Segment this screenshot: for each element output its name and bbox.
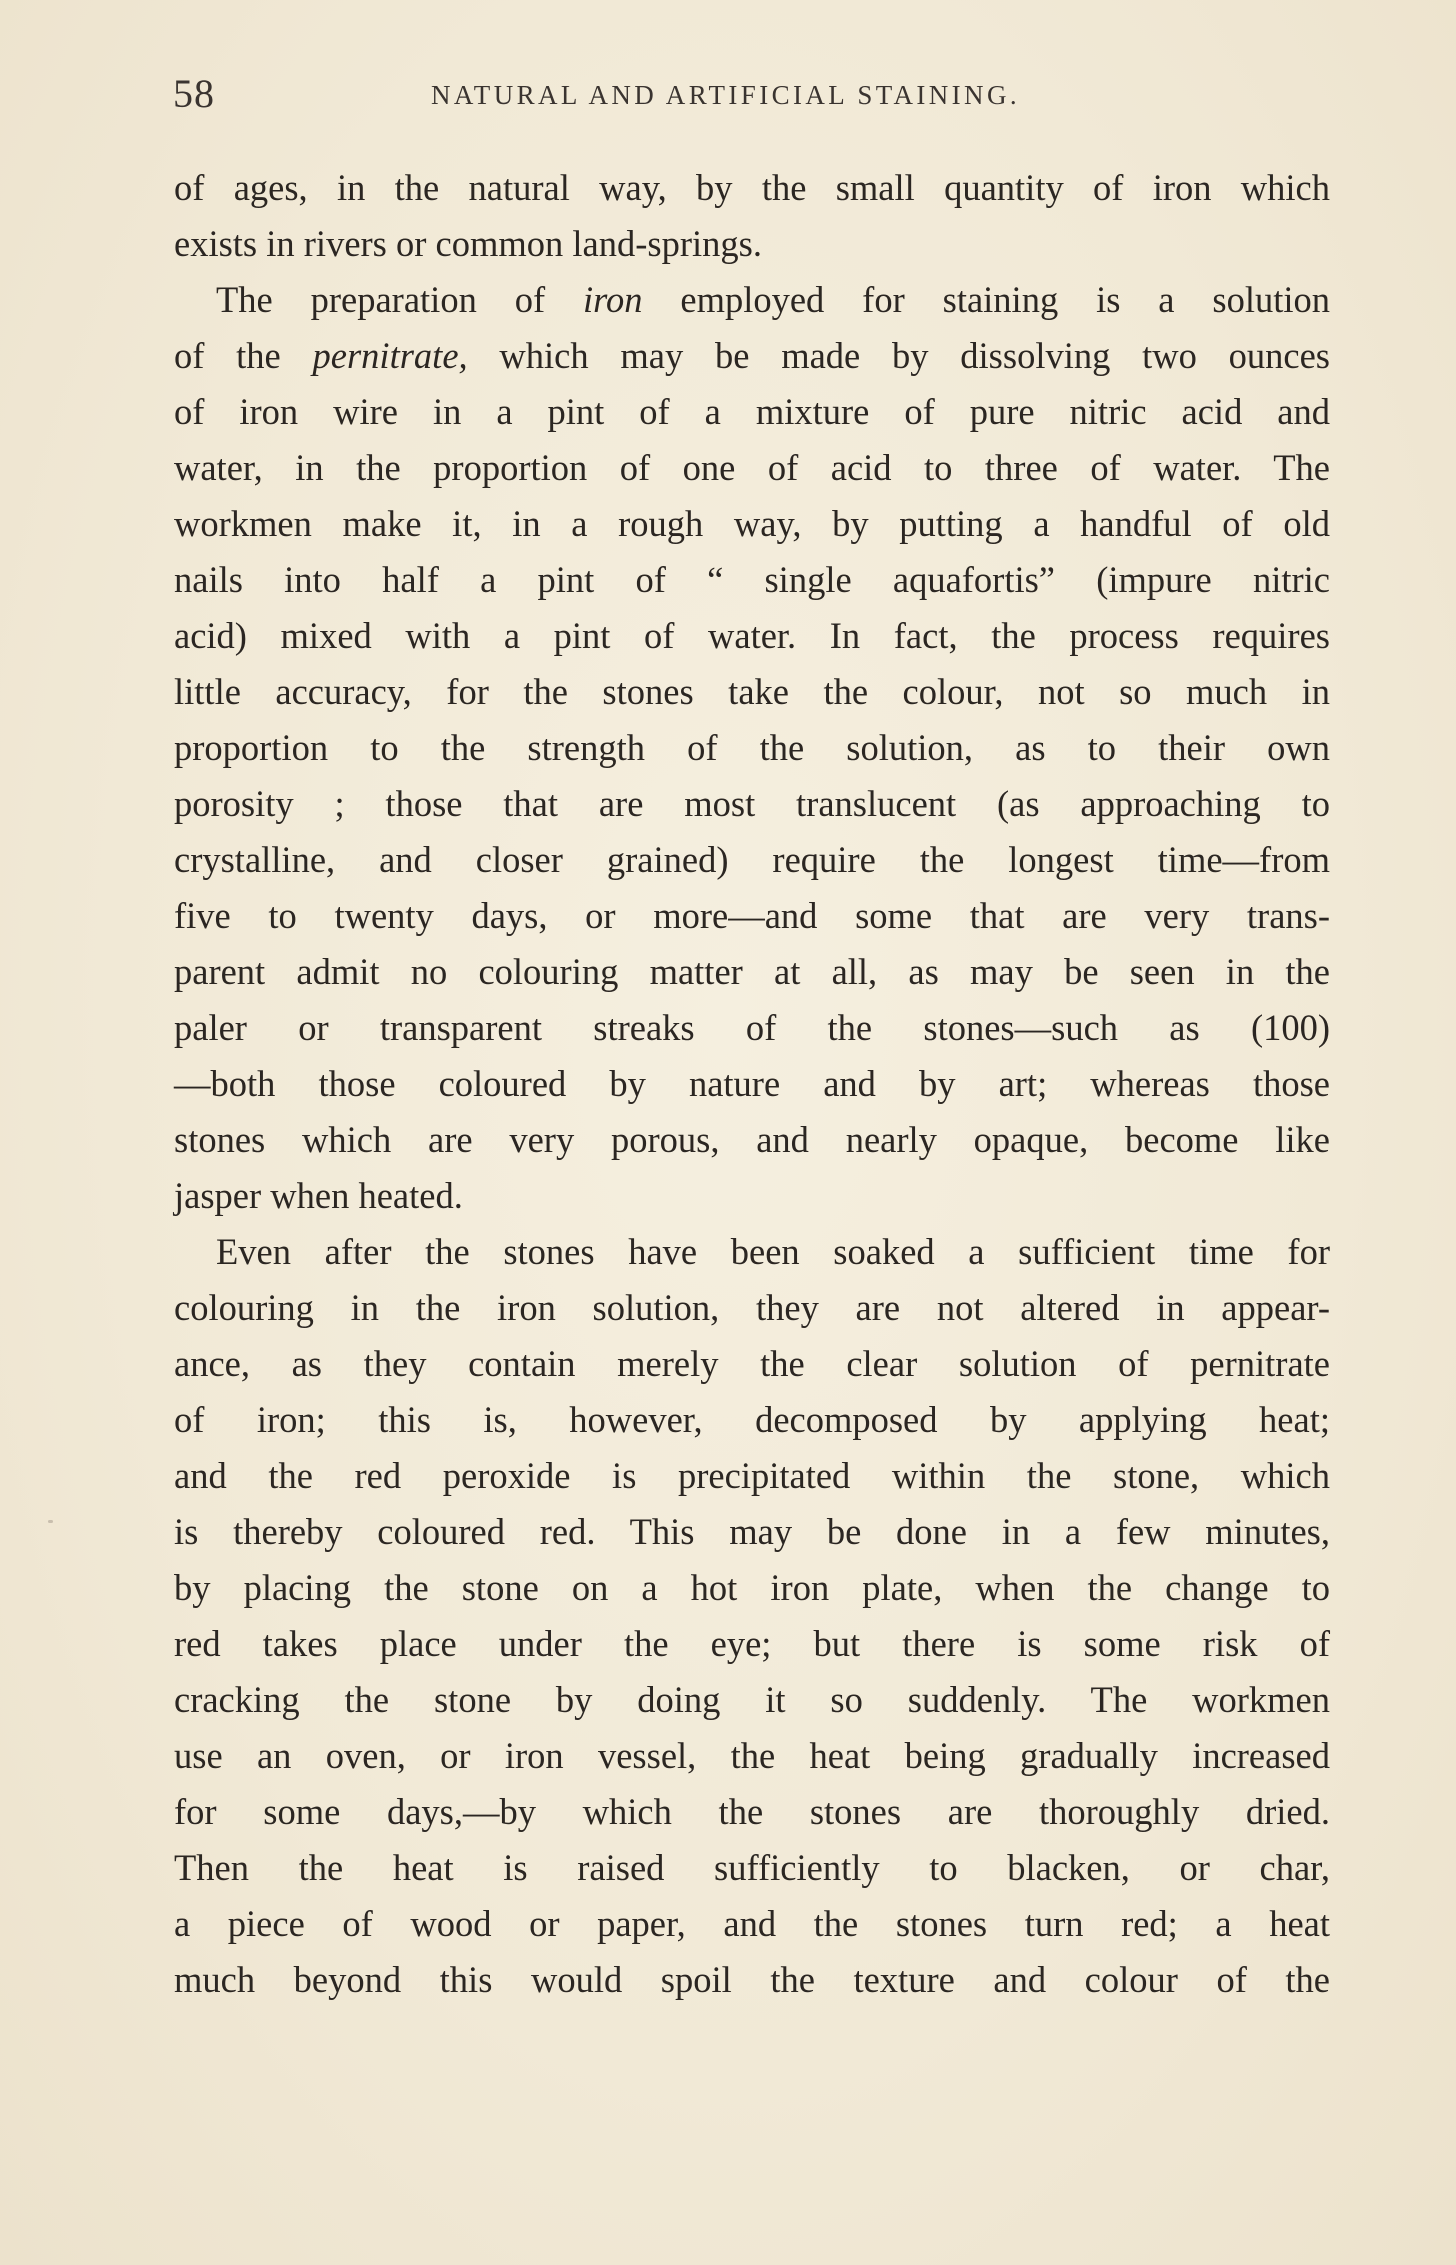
text-line: crystalline, and closer grained) require the longest time—from	[174, 839, 1330, 880]
text-line: of iron; this is, however, decomposed by applying heat;	[174, 1399, 1330, 1440]
text-line: Then the heat is raised sufficiently to blacken, or char,	[174, 1847, 1330, 1888]
text-line: five to twenty days, or more—and some that are very trans-	[174, 895, 1330, 936]
text-line: ance, as they contain merely the clear solution of pernitrate	[174, 1343, 1330, 1384]
text-line: red takes place under the eye; but there is some risk of	[174, 1623, 1330, 1664]
text-line: of the pernitrate, which may be made by dissolving two ounces	[174, 335, 1330, 376]
text-line-paragraph-start: The preparation of iron employed for staining is a solution	[216, 279, 1330, 320]
text-line: little accuracy, for the stones take the colour, not so much in	[174, 671, 1330, 712]
paper-speck	[48, 1520, 53, 1523]
text-line: parent admit no colouring matter at all, as may be seen in the	[174, 951, 1330, 992]
text-line: is thereby coloured red. This may be done in a few minutes,	[174, 1511, 1330, 1552]
text-line-paragraph-start: Even after the stones have been soaked a sufficient time for	[216, 1231, 1330, 1272]
text-line: a piece of wood or paper, and the stones turn red; a heat	[174, 1903, 1330, 1944]
text-line: exists in rivers or common land-springs.	[174, 223, 762, 264]
text-line: use an oven, or iron vessel, the heat being gradually increased	[174, 1735, 1330, 1776]
text-line: proportion to the strength of the solution, as to their own	[174, 727, 1330, 768]
text-line: of iron wire in a pint of a mixture of pure nitric acid and	[174, 391, 1330, 432]
text-line: workmen make it, in a rough way, by putting a handful of old	[174, 503, 1330, 544]
text-line: jasper when heated.	[174, 1175, 463, 1216]
text-line: stones which are very porous, and nearly opaque, become like	[174, 1119, 1330, 1160]
running-title: NATURAL AND ARTIFICIAL STAINING.	[431, 80, 1020, 110]
text-line: porosity ; those that are most translucent (as approaching to	[174, 783, 1330, 824]
text-line: nails into half a pint of “ single aquafortis” (impure nitric	[174, 559, 1330, 600]
text-line: for some days,—by which the stones are thoroughly dried.	[174, 1791, 1330, 1832]
page-header	[173, 62, 1329, 122]
text-line: acid) mixed with a pint of water. In fact, the process requires	[174, 615, 1330, 656]
page-number: 58	[173, 71, 215, 116]
text-line: water, in the proportion of one of acid to three of water. The	[174, 447, 1330, 488]
text-line: cracking the stone by doing it so suddenly. The workmen	[174, 1679, 1330, 1720]
text-line: by placing the stone on a hot iron plate, when the change to	[174, 1567, 1330, 1608]
italic-term: pernitrate,	[312, 335, 468, 376]
text-line: —both those coloured by nature and by art; whereas those	[174, 1063, 1330, 1104]
text-line: colouring in the iron solution, they are not altered in appear-	[174, 1287, 1330, 1328]
text-line: much beyond this would spoil the texture and colour of the	[174, 1959, 1330, 2000]
text-line: and the red peroxide is precipitated within the stone, which	[174, 1455, 1330, 1496]
text-line: paler or transparent streaks of the stones—such as (100)	[174, 1007, 1330, 1048]
italic-term: iron	[582, 279, 643, 320]
body-text	[174, 160, 1330, 2008]
text-line: of ages, in the natural way, by the small quantity of iron which	[174, 167, 1330, 208]
